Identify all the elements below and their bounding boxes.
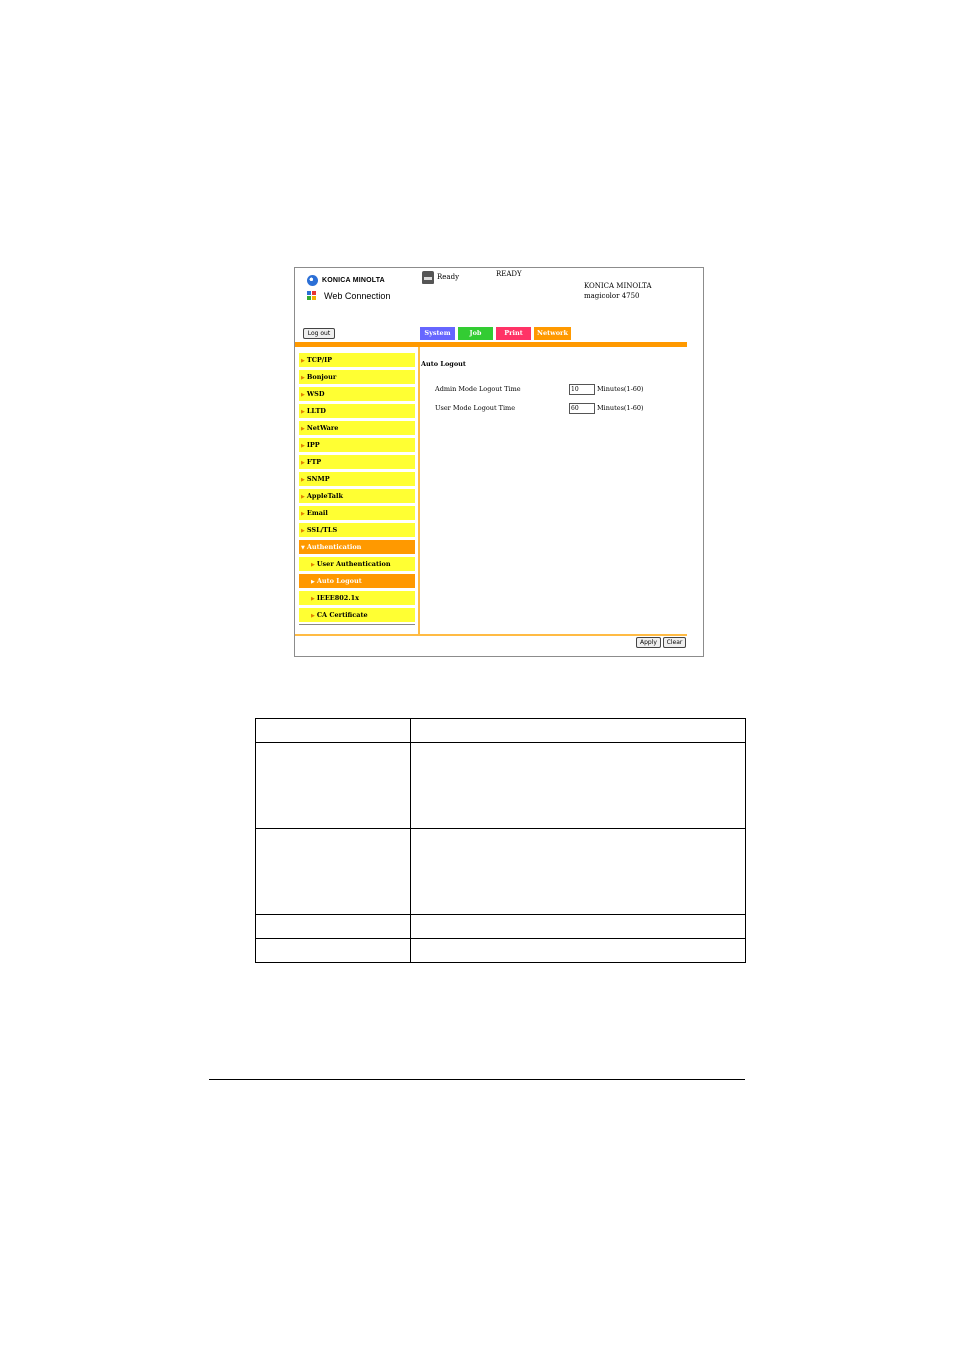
konica-minolta-logo-icon	[307, 275, 318, 286]
sidebar-item-authentication[interactable]	[299, 540, 415, 554]
triangle-right-icon: ▶	[301, 358, 305, 364]
sidebar-item-label: IPP	[306, 441, 320, 449]
table-cell	[411, 829, 746, 915]
sidebar-item-appletalk[interactable]	[299, 489, 415, 503]
sidebar-item-label: LLTD	[306, 407, 326, 415]
sidebar-divider	[418, 347, 420, 635]
sidebar	[299, 353, 415, 625]
table-row	[256, 915, 746, 939]
sidebar-item-label: SSL/TLS	[306, 526, 338, 534]
table-row	[256, 939, 746, 963]
triangle-right-icon: ▶	[301, 511, 305, 517]
product-name: Web Connection	[324, 291, 391, 301]
device-model: magicolor 4750	[584, 292, 640, 300]
triangle-right-icon: ▶	[311, 579, 315, 585]
settings-description-table	[255, 718, 746, 963]
sidebar-item-bonjour[interactable]	[299, 370, 415, 384]
sidebar-item-tcpip[interactable]	[299, 353, 415, 367]
admin-logout-unit: Minutes(1-60)	[597, 385, 644, 393]
sidebar-item-user-authentication[interactable]	[299, 557, 415, 571]
table-cell	[411, 719, 746, 743]
triangle-right-icon: ▶	[301, 528, 305, 534]
sidebar-item-netware[interactable]	[299, 421, 415, 435]
tab-print[interactable]: Print	[496, 327, 531, 340]
device-info	[584, 281, 652, 301]
triangle-right-icon: ▶	[301, 494, 305, 500]
printer-status-icon	[422, 271, 434, 284]
sidebar-item-label: TCP/IP	[306, 356, 333, 364]
triangle-right-icon: ▶	[301, 477, 305, 483]
status-label: Ready	[437, 273, 460, 281]
sidebar-end-rule	[299, 624, 415, 625]
tab-network[interactable]: Network	[534, 327, 571, 340]
table-cell	[411, 915, 746, 939]
admin-logout-input[interactable]	[569, 384, 595, 395]
sidebar-item-label: IEEE802.1x	[316, 594, 359, 602]
brand-block	[307, 273, 390, 301]
sidebar-item-label: Authentication	[306, 543, 362, 551]
triangle-right-icon: ▶	[301, 375, 305, 381]
device-maker: KONICA MINOLTA	[584, 282, 652, 290]
sidebar-item-ftp[interactable]	[299, 455, 415, 469]
table-row	[256, 829, 746, 915]
sidebar-item-label: User Authentication	[316, 560, 391, 568]
footer-divider	[295, 634, 687, 636]
sidebar-item-ca-certificate[interactable]	[299, 608, 415, 622]
sidebar-item-label: Auto Logout	[316, 577, 362, 585]
triangle-right-icon: ▶	[311, 613, 315, 619]
table-cell	[256, 829, 411, 915]
sidebar-item-ipp[interactable]	[299, 438, 415, 452]
sidebar-item-label: Email	[306, 509, 328, 517]
sidebar-item-label: CA Certificate	[316, 611, 368, 619]
triangle-right-icon: ▶	[301, 460, 305, 466]
triangle-right-icon: ▶	[301, 392, 305, 398]
triangle-right-icon: ▶	[301, 409, 305, 415]
table-row	[256, 719, 746, 743]
pagescope-logo-icon	[307, 291, 321, 301]
main-tabs	[420, 327, 571, 340]
triangle-down-icon: ▼	[301, 545, 305, 551]
table-cell	[256, 939, 411, 963]
sidebar-item-auto-logout[interactable]	[299, 574, 415, 588]
triangle-right-icon: ▶	[301, 443, 305, 449]
user-logout-label: User Mode Logout Time	[435, 404, 516, 412]
table-cell	[256, 915, 411, 939]
table-cell	[411, 743, 746, 829]
tab-job[interactable]: Job	[458, 327, 493, 340]
table-cell	[256, 719, 411, 743]
screenshot-frame	[294, 267, 704, 657]
sidebar-item-label: AppleTalk	[306, 492, 343, 500]
table-row	[256, 743, 746, 829]
sidebar-item-lltd[interactable]	[299, 404, 415, 418]
sidebar-item-ieee8021x[interactable]	[299, 591, 415, 605]
triangle-right-icon: ▶	[301, 426, 305, 432]
sidebar-item-label: Bonjour	[306, 373, 337, 381]
user-logout-input[interactable]	[569, 403, 595, 414]
user-logout-unit: Minutes(1-60)	[597, 404, 644, 412]
sidebar-item-label: FTP	[306, 458, 322, 466]
logout-button[interactable]: Log out	[303, 328, 335, 339]
sidebar-item-ssl-tls[interactable]	[299, 523, 415, 537]
sidebar-item-wsd[interactable]	[299, 387, 415, 401]
table-cell	[411, 939, 746, 963]
sidebar-item-label: NetWare	[306, 424, 339, 432]
clear-button[interactable]: Clear	[663, 637, 686, 648]
sidebar-item-snmp[interactable]	[299, 472, 415, 486]
sidebar-item-label: WSD	[306, 390, 325, 398]
header-divider	[295, 342, 687, 347]
tab-system[interactable]: System	[420, 327, 455, 340]
triangle-right-icon: ▶	[311, 562, 315, 568]
admin-logout-label: Admin Mode Logout Time	[435, 385, 521, 393]
triangle-right-icon: ▶	[311, 596, 315, 602]
page-title: Auto Logout	[421, 360, 466, 368]
apply-button[interactable]: Apply	[636, 637, 661, 648]
sidebar-item-email[interactable]	[299, 506, 415, 520]
brand-name: KONICA MINOLTA	[322, 276, 385, 284]
page-footer-rule	[209, 1079, 745, 1080]
status-code: READY	[496, 270, 522, 278]
sidebar-item-label: SNMP	[306, 475, 330, 483]
table-cell	[256, 743, 411, 829]
